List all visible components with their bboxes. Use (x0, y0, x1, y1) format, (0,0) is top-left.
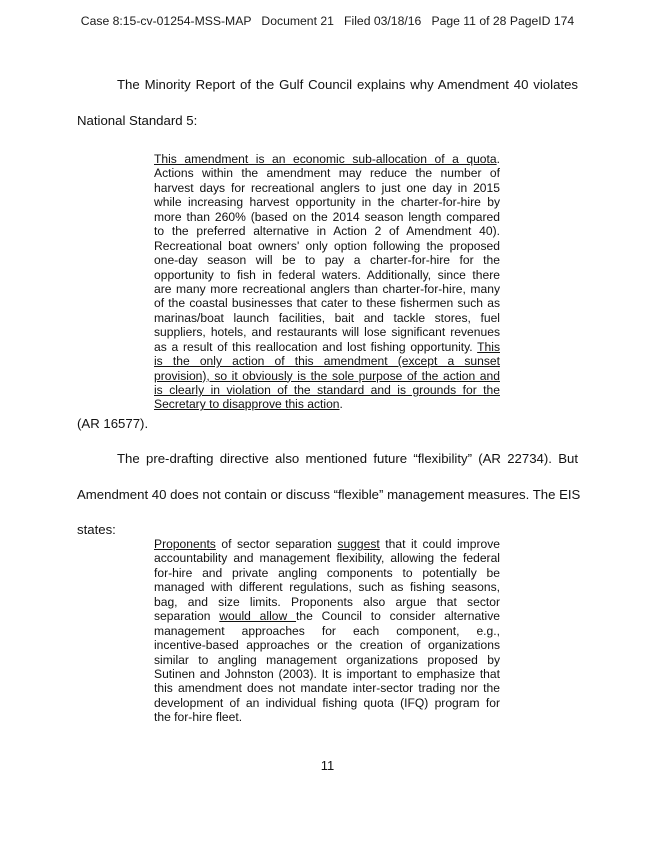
quote-line: to the preferred alternative in Action 2 of Amendment 40). (154, 224, 500, 239)
paragraph-2-line-1: The pre-drafting directive also mentioned future “flexibility” (AR 22734). But (117, 451, 578, 466)
quote-line: incentive-based approaches or the creation of organizations (154, 638, 500, 653)
citation: (AR 16577). (77, 416, 149, 431)
quote-line: managed with different regulations, such as fishing seasons, (154, 580, 500, 595)
block-quote-eis (154, 537, 500, 725)
quote-line: as a result of this reallocation and lost fishing opportunity. This (154, 339, 500, 354)
quote-line: this amendment does not mandate inter-sector trading nor the (154, 681, 500, 696)
quote-line: suppliers, hotels, and restaurants will lose significant revenues (154, 325, 500, 340)
quote-line: development of an individual fishing quota (IFQ) program for (154, 695, 500, 710)
quote-line: opportunity to fish in federal waters. Additionally, since there (154, 267, 500, 282)
quote-line: provision), so it obviously is the sole purpose of the action and (154, 368, 500, 383)
quote-line: the for-hire fleet. (154, 710, 243, 725)
quote-line: management approaches for each component, e.g., (154, 623, 500, 638)
quote-line: is clearly in violation of the standard and is grounds for the (154, 383, 500, 397)
block-quote-minority-report (154, 152, 500, 412)
quote-line: are many more recreational anglers than charter-for-hire, many (154, 281, 500, 296)
paragraph-2-line-2: Amendment 40 does not contain or discuss “flexible” management measures. The EIS (77, 487, 581, 502)
quote-line: Actions within the amendment may reduce the number of (154, 166, 500, 181)
quote-line: Recreational boat owners' only option following the proposed (154, 238, 500, 253)
quote-line: similar to angling management organizations proposed by (154, 652, 500, 667)
paragraph-2-line-3: states: (77, 522, 116, 537)
quote-line: accountability and management flexibility, allowing the federal (154, 551, 500, 566)
quote-line: more than 260% (based on the 2014 season length compared (154, 209, 500, 224)
quote-line: This amendment is an economic sub-allocation of a quota. (154, 152, 500, 166)
quote-line: Secretary to disapprove this action. (154, 397, 343, 412)
quote-line: one-day season will be to pay a charter-for-hire for the (154, 253, 500, 268)
paragraph-1-line-2: National Standard 5: (77, 113, 198, 128)
quote-line: marinas/boat launch facilities, bait and tackle stores, fuel (154, 310, 500, 325)
quote-line: Proponents of sector separation suggest that it could improve (154, 537, 500, 551)
quote-line: while increasing harvest opportunity in the charter-for-hire by (154, 195, 500, 210)
quote-line: harvest days for recreational anglers to just one day in 2015 (154, 180, 500, 195)
quote-line: of the coastal businesses that cater to these fishermen such as (154, 296, 500, 311)
paragraph-1-line-1: The Minority Report of the Gulf Council explains why Amendment 40 violates (117, 77, 578, 92)
case-header: Case 8:15-cv-01254-MSS-MAP Document 21 Filed 03/18/16 Page 11 of 28 PageID 174 (80, 14, 575, 28)
quote-line: is the only action of this amendment (except a sunset (154, 354, 500, 369)
quote-line: separation would allow the Council to consider alternative (154, 609, 500, 624)
page-number: 11 (320, 758, 335, 773)
quote-line: bag, and size limits. Proponents also argue that sector (154, 594, 500, 609)
quote-line: for-hire and private angling components to potentially be (154, 565, 500, 580)
quote-line: Sutinen and Johnston (2003). It is important to emphasize that (154, 666, 500, 681)
